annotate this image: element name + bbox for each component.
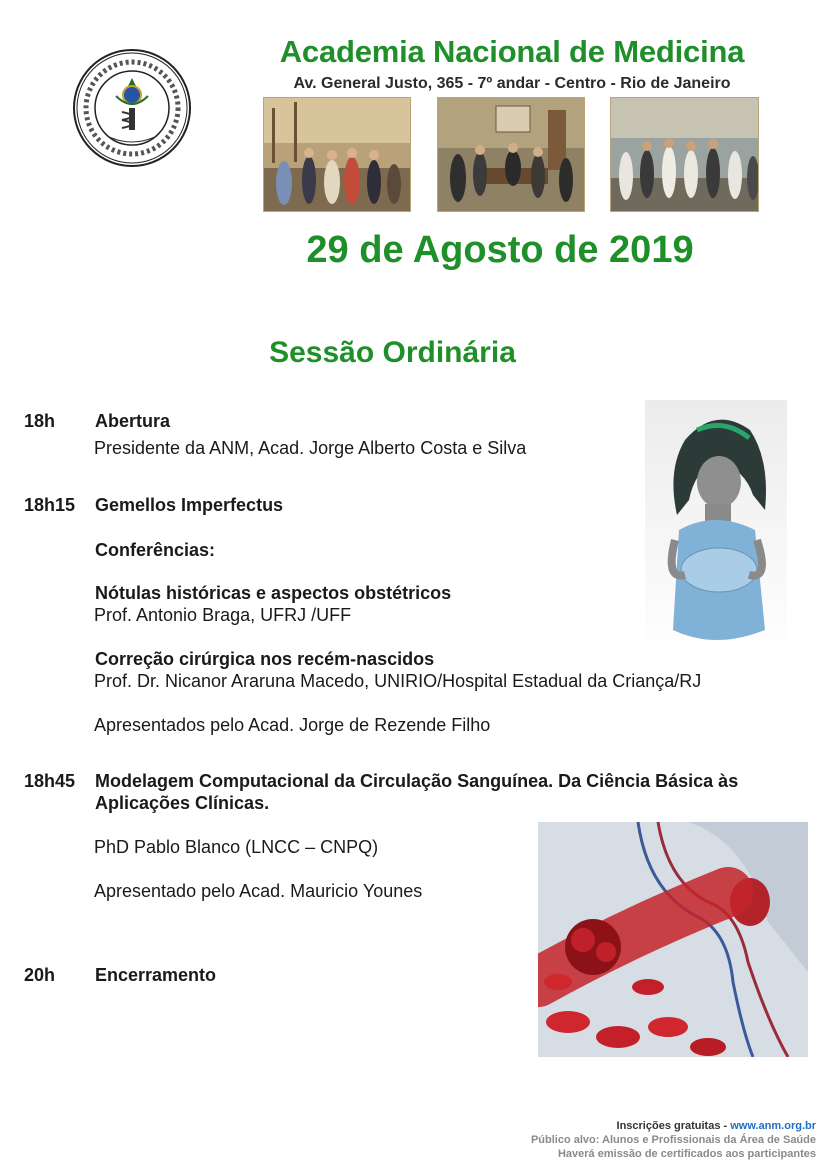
time-opening: 18h	[24, 411, 56, 431]
time-block2: 18h45	[24, 771, 76, 791]
org-address: Av. General Justo, 365 - 7º andar - Centro - Rio de Janeiro	[293, 75, 731, 92]
opening-detail: Presidente da ANM, Acad. Jorge Alberto Costa e Silva	[94, 438, 527, 458]
talk1-speaker: Prof. Antonio Braga, UFRJ /UFF	[94, 605, 352, 625]
talk2-speaker: Prof. Dr. Nicanor Araruna Macedo, UNIRIO/Hospital Estadual da Criança/RJ	[94, 671, 702, 691]
block1-title: Gemellos Imperfectus	[95, 495, 284, 515]
historical-painting-center	[437, 97, 585, 212]
conjoined-twins-illustration	[645, 400, 787, 662]
block2-presenter: Apresentado pelo Acad. Mauricio Younes	[94, 881, 423, 901]
session-title: Sessão Ordinária	[269, 336, 516, 369]
historical-painting-left	[263, 97, 411, 212]
time-closing: 20h	[24, 965, 56, 985]
registration-label: Inscrições gratuitas -	[616, 1120, 731, 1132]
block2-title-line1: Modelagem Computacional da Circulação Sanguínea. Da Ciência Básica às	[95, 771, 739, 791]
org-name: Academia Nacional de Medicina	[279, 34, 745, 69]
historical-painting-right	[610, 97, 759, 212]
closing-title: Encerramento	[95, 965, 217, 985]
opening-title: Abertura	[95, 411, 171, 431]
event-date: 29 de Agosto de 2019	[306, 229, 694, 271]
block2-title-line2: Aplicações Clínicas.	[95, 793, 270, 813]
talk1-title: Nótulas históricas e aspectos obstétricos	[95, 583, 452, 603]
block2-speaker: PhD Pablo Blanco (LNCC – CNPQ)	[94, 837, 379, 857]
talk2-title: Correção cirúrgica nos recém-nascidos	[95, 649, 435, 669]
time-block1: 18h15	[24, 495, 76, 515]
academy-logo-seal	[72, 48, 192, 168]
registration-info	[617, 1120, 816, 1132]
certificates-note: Haverá emissão de certificados aos participantes	[557, 1148, 816, 1160]
target-audience: Público alvo: Alunos e Profissionais da Área de Saúde	[530, 1134, 816, 1146]
block1-presenter: Apresentados pelo Acad. Jorge de Rezende Filho	[94, 715, 491, 735]
website-link[interactable]: www.anm.org.br	[730, 1120, 816, 1132]
conferences-heading: Conferências:	[95, 540, 216, 560]
blood-circulation-illustration	[538, 822, 808, 1057]
